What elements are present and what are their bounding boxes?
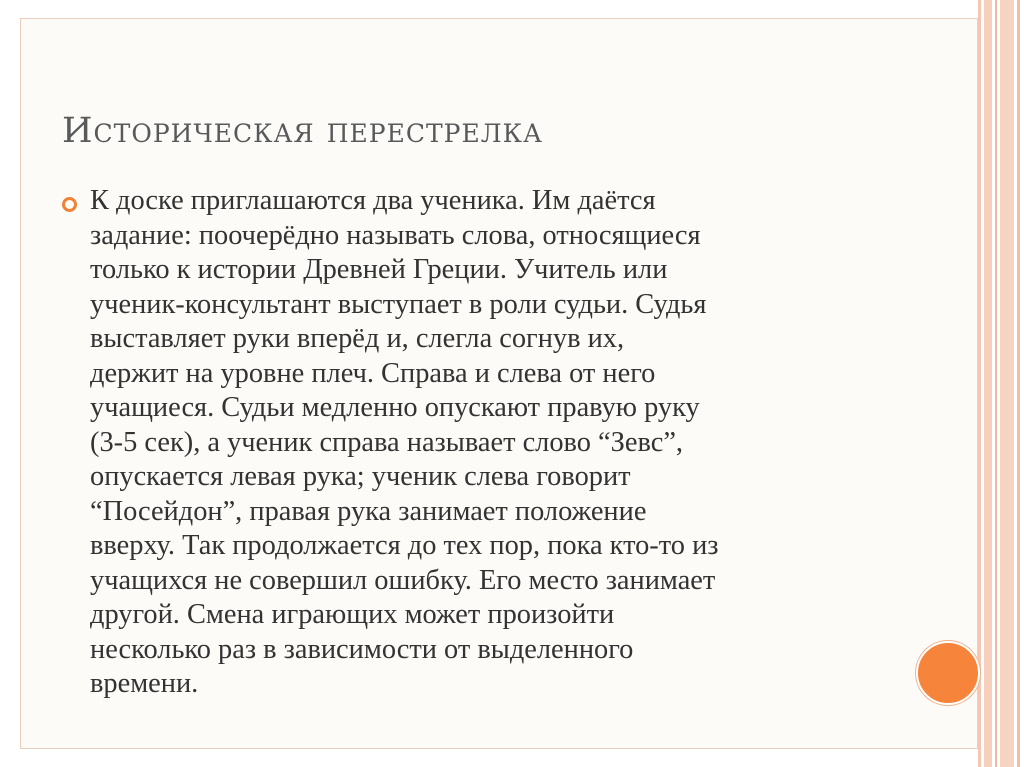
stripe bbox=[1000, 0, 1014, 767]
stripe bbox=[1017, 0, 1020, 767]
bullet-item bbox=[62, 184, 922, 702]
stripe bbox=[995, 0, 997, 767]
bullet-text: К доске приглашаются два ученика. Им даётся задание: поочерёдно называть слова, относящиеся только к истории Древней Греции. Учитель или ученик-консультант выступает в роли судьи. Судья выставляет руки вперёд и, слегла согнув их, держит на уровне плеч. Справа и слева от него учащиеся. Судьи медленно опускают правую руку (3-5 сек), а ученик справа называет слово “Зевс”, опускается левая рука; ученик слева говорит “Посейдон”, правая рука занимает положение вверху. Так продолжается до тех пор, пока кто-то из учащихся не совершил ошибку. Его место занимает другой. Смена играющих может произойти несколько раз в зависимости от выделенного времени. bbox=[90, 185, 719, 699]
orange-circle-icon bbox=[916, 641, 980, 705]
slide-content bbox=[62, 184, 922, 702]
ring-bullet-icon bbox=[62, 197, 77, 212]
decorative-stripes bbox=[978, 0, 1024, 767]
stripe bbox=[978, 0, 981, 767]
slide-title: Историческая перестрелка bbox=[62, 111, 543, 151]
stripe bbox=[984, 0, 992, 767]
